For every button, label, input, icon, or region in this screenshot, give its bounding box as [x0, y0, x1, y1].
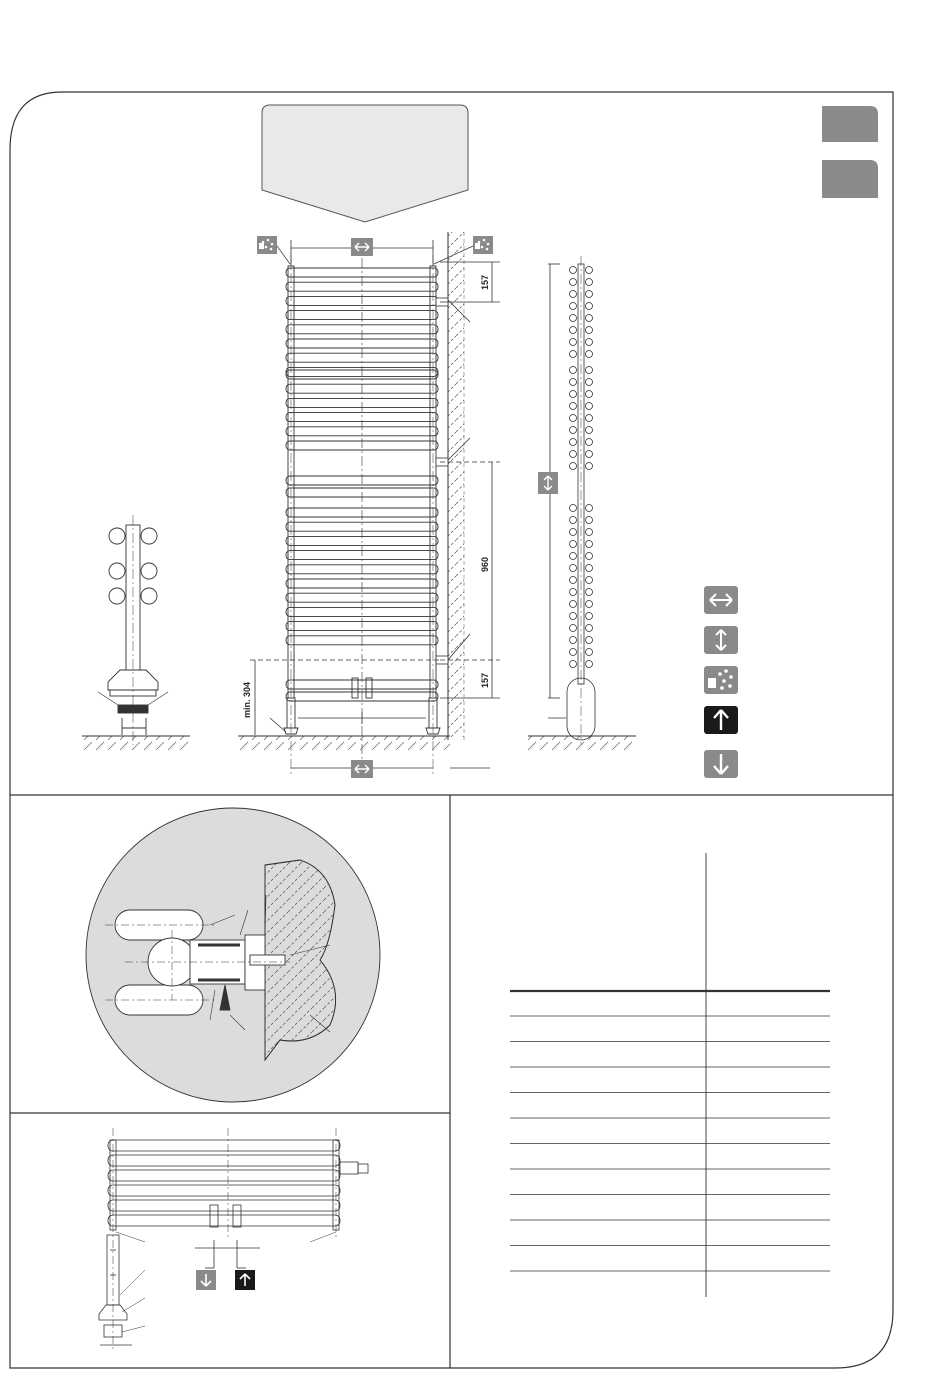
- profile-tube: [586, 291, 593, 298]
- floor-front: [238, 736, 450, 750]
- horizontal-arrows-icon: [351, 238, 373, 256]
- dim-top-offset: 157: [480, 274, 490, 290]
- radiator-bar: [108, 1155, 340, 1166]
- profile-tube: [586, 565, 593, 572]
- horizontal-arrows-icon: [704, 586, 738, 614]
- profile-tube: [586, 529, 593, 536]
- dim-floor-clearance: min. 304: [242, 681, 252, 718]
- profile-tube: [586, 601, 593, 608]
- language-tab-2[interactable]: [822, 160, 878, 198]
- profile-tube: [570, 625, 577, 632]
- profile-tube: [586, 267, 593, 274]
- header-label-box: [262, 105, 468, 222]
- radiator-bar: [108, 1170, 340, 1181]
- profile-tube: [586, 625, 593, 632]
- specification-table: [510, 853, 830, 1297]
- profile-tube: [570, 661, 577, 668]
- floor-clearance-dimension: [250, 660, 440, 735]
- return-down-arrow-icon: [704, 750, 738, 778]
- profile-tube: [570, 267, 577, 274]
- profile-tube: [570, 589, 577, 596]
- profile-tube: [586, 613, 593, 620]
- profile-tube: [586, 517, 593, 524]
- air-vent-icon: [704, 666, 738, 694]
- profile-tube: [586, 391, 593, 398]
- profile-tube: [570, 613, 577, 620]
- language-tab-1[interactable]: [822, 106, 878, 142]
- profile-tube: [570, 565, 577, 572]
- legend: [704, 586, 738, 778]
- profile-tube: [586, 649, 593, 656]
- profile-tube: [570, 291, 577, 298]
- profile-tube: [586, 315, 593, 322]
- profile-tube: [570, 517, 577, 524]
- profile-tube: [586, 463, 593, 470]
- profile-tube: [570, 577, 577, 584]
- profile-tube: [570, 315, 577, 322]
- profile-tube: [586, 327, 593, 334]
- profile-tube: [570, 439, 577, 446]
- profile-tube: [570, 649, 577, 656]
- radiator-side-detail: [98, 515, 168, 745]
- profile-tube: [586, 505, 593, 512]
- radiator-bar: [108, 1185, 340, 1196]
- connection-detail-view: [99, 1128, 368, 1350]
- profile-tube: [586, 279, 593, 286]
- profile-tube: [586, 451, 593, 458]
- profile-tube: [586, 439, 593, 446]
- profile-tube: [570, 505, 577, 512]
- profile-tube: [586, 427, 593, 434]
- vertical-arrows-icon: [538, 472, 558, 494]
- profile-tube: [570, 415, 577, 422]
- profile-tube: [570, 451, 577, 458]
- profile-tube: [570, 553, 577, 560]
- profile-tube: [570, 463, 577, 470]
- radiator-front-view: [284, 240, 440, 775]
- profile-tube: [586, 553, 593, 560]
- profile-tube: [570, 541, 577, 548]
- return-down-arrow-icon: [196, 1270, 216, 1290]
- profile-tube: [586, 403, 593, 410]
- profile-tube: [586, 379, 593, 386]
- profile-tube: [570, 427, 577, 434]
- profile-tube: [570, 279, 577, 286]
- profile-tube: [586, 577, 593, 584]
- profile-tube: [586, 541, 593, 548]
- radiator-bar: [108, 1200, 340, 1211]
- flow-up-arrow-icon: [704, 706, 738, 734]
- dim-middle-spacing: 960: [480, 556, 490, 572]
- profile-tube: [570, 601, 577, 608]
- floor-left: [82, 736, 190, 750]
- profile-tube: [570, 367, 577, 374]
- horizontal-arrows-icon: [351, 760, 373, 778]
- profile-tube: [570, 529, 577, 536]
- profile-tube: [570, 339, 577, 346]
- profile-tube: [570, 303, 577, 310]
- radiator-profile-view: [548, 256, 595, 745]
- profile-tube: [586, 637, 593, 644]
- profile-tube: [586, 415, 593, 422]
- profile-tube: [586, 303, 593, 310]
- air-vent-icon: [257, 236, 290, 264]
- profile-tube: [570, 379, 577, 386]
- profile-tube: [570, 637, 577, 644]
- profile-tube: [570, 351, 577, 358]
- profile-tube: [586, 589, 593, 596]
- profile-tube: [586, 367, 593, 374]
- vertical-arrows-icon: [704, 626, 738, 654]
- profile-tube: [586, 339, 593, 346]
- radiator-bar: [108, 1215, 340, 1226]
- profile-tube: [570, 391, 577, 398]
- bracket-detail-circle: [86, 808, 380, 1102]
- flow-up-arrow-icon: [235, 1270, 255, 1290]
- profile-tube: [586, 661, 593, 668]
- profile-tube: [586, 351, 593, 358]
- floor-right: [528, 736, 636, 750]
- dim-bottom-offset: 157: [480, 672, 490, 688]
- profile-tube: [570, 327, 577, 334]
- radiator-bar: [108, 1140, 340, 1151]
- profile-tube: [570, 403, 577, 410]
